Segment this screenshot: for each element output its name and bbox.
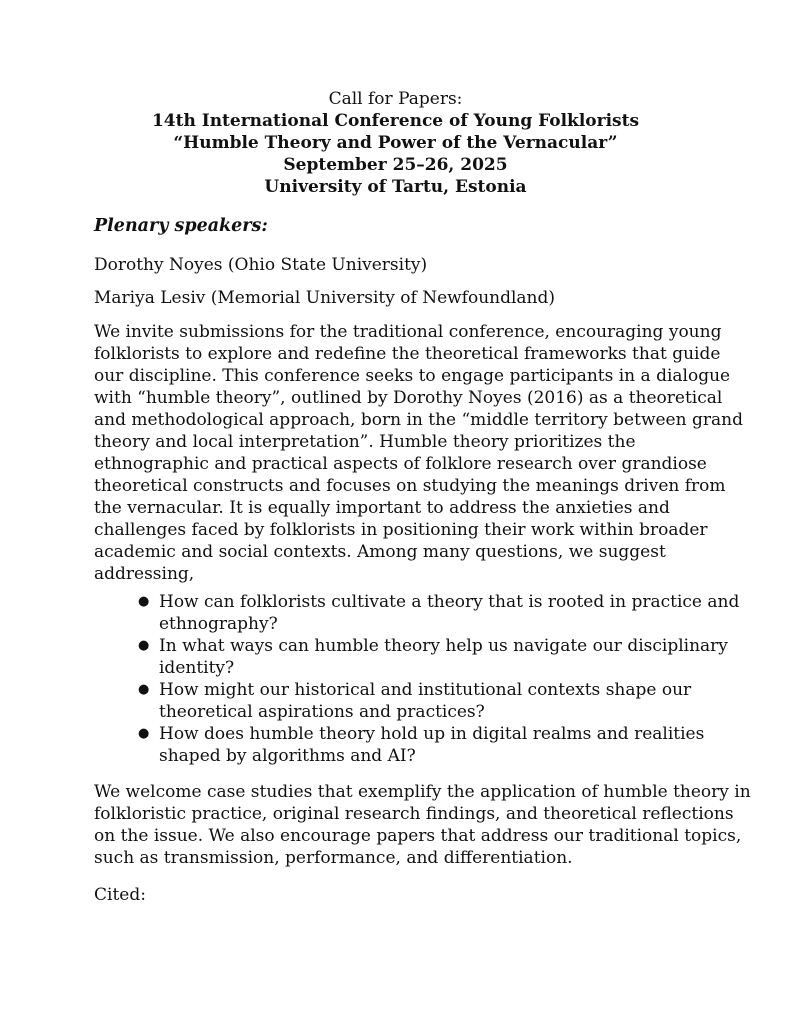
paragraph-line: theoretical constructs and focuses on studying the meanings driven from: [94, 476, 726, 496]
conference-title: 14th International Conference of Young Folklorists: [151, 111, 640, 131]
conference-location: University of Tartu, Estonia: [264, 177, 527, 197]
bullet-icon: ●: [138, 638, 150, 653]
list-item-line: How might our historical and institutional contexts shape our: [159, 680, 692, 700]
list-item-line: In what ways can humble theory help us navigate our disciplinary: [159, 636, 728, 656]
paragraph-line: academic and social contexts. Among many questions, we suggest: [94, 542, 666, 562]
paragraph-line: our discipline. This conference seeks to engage participants in a dialogue: [94, 366, 731, 386]
plenary-speaker: Mariya Lesiv (Memorial University of Newfoundland): [94, 288, 556, 308]
list-item-line: identity?: [159, 658, 235, 678]
bullet-icon: ●: [138, 594, 150, 609]
intro-paragraph: [94, 321, 743, 585]
list-item-line: How can folklorists cultivate a theory that is rooted in practice and: [159, 592, 740, 612]
paragraph-line: the vernacular. It is equally important to address the anxieties and: [94, 498, 670, 518]
paragraph-line: with “humble theory”, outlined by Dorothy Noyes (2016) as a theoretical: [94, 388, 723, 408]
paragraph-line: We welcome case studies that exemplify the application of humble theory in: [94, 782, 751, 802]
paragraph-line: theory and local interpretation”. Humble theory prioritizes the: [94, 432, 636, 452]
document-header: [0, 88, 791, 198]
plenary-speakers-heading: Plenary speakers:: [94, 216, 268, 236]
list-item: [94, 591, 740, 635]
paragraph-line: on the issue. We also encourage papers that address our traditional topics,: [94, 826, 742, 846]
bullet-icon: ●: [138, 682, 150, 697]
list-item-line: How does humble theory hold up in digital realms and realities: [159, 724, 705, 744]
paragraph-line: and methodological approach, born in the “middle territory between grand: [94, 410, 743, 430]
call-for-papers-label: Call for Papers:: [328, 89, 463, 109]
paragraph-line: challenges faced by folklorists in positioning their work within broader: [94, 520, 708, 540]
cited-label: Cited:: [94, 885, 146, 905]
paragraph-line: such as transmission, performance, and differentiation.: [94, 848, 573, 868]
paragraph-line: ethnographic and practical aspects of folklore research over grandiose: [94, 454, 707, 474]
paragraph-line: We invite submissions for the traditional conference, encouraging young: [94, 322, 722, 342]
list-item-line: ethnography?: [159, 614, 278, 634]
list-item: [94, 679, 714, 723]
paragraph-line: addressing,: [94, 564, 195, 584]
list-item-line: shaped by algorithms and AI?: [159, 746, 416, 766]
list-item: [94, 723, 714, 767]
list-item-line: theoretical aspirations and practices?: [159, 702, 485, 722]
questions-list: [94, 591, 740, 767]
plenary-speaker: Dorothy Noyes (Ohio State University): [94, 255, 428, 275]
closing-paragraph: [94, 781, 751, 869]
conference-theme: “Humble Theory and Power of the Vernacular”: [173, 133, 618, 153]
bullet-icon: ●: [138, 726, 150, 741]
list-item: [94, 635, 728, 679]
paragraph-line: folkloristic practice, original research findings, and theoretical reflections: [94, 804, 734, 824]
paragraph-line: folklorists to explore and redefine the theoretical frameworks that guide: [94, 344, 721, 364]
conference-dates: September 25–26, 2025: [283, 155, 508, 175]
